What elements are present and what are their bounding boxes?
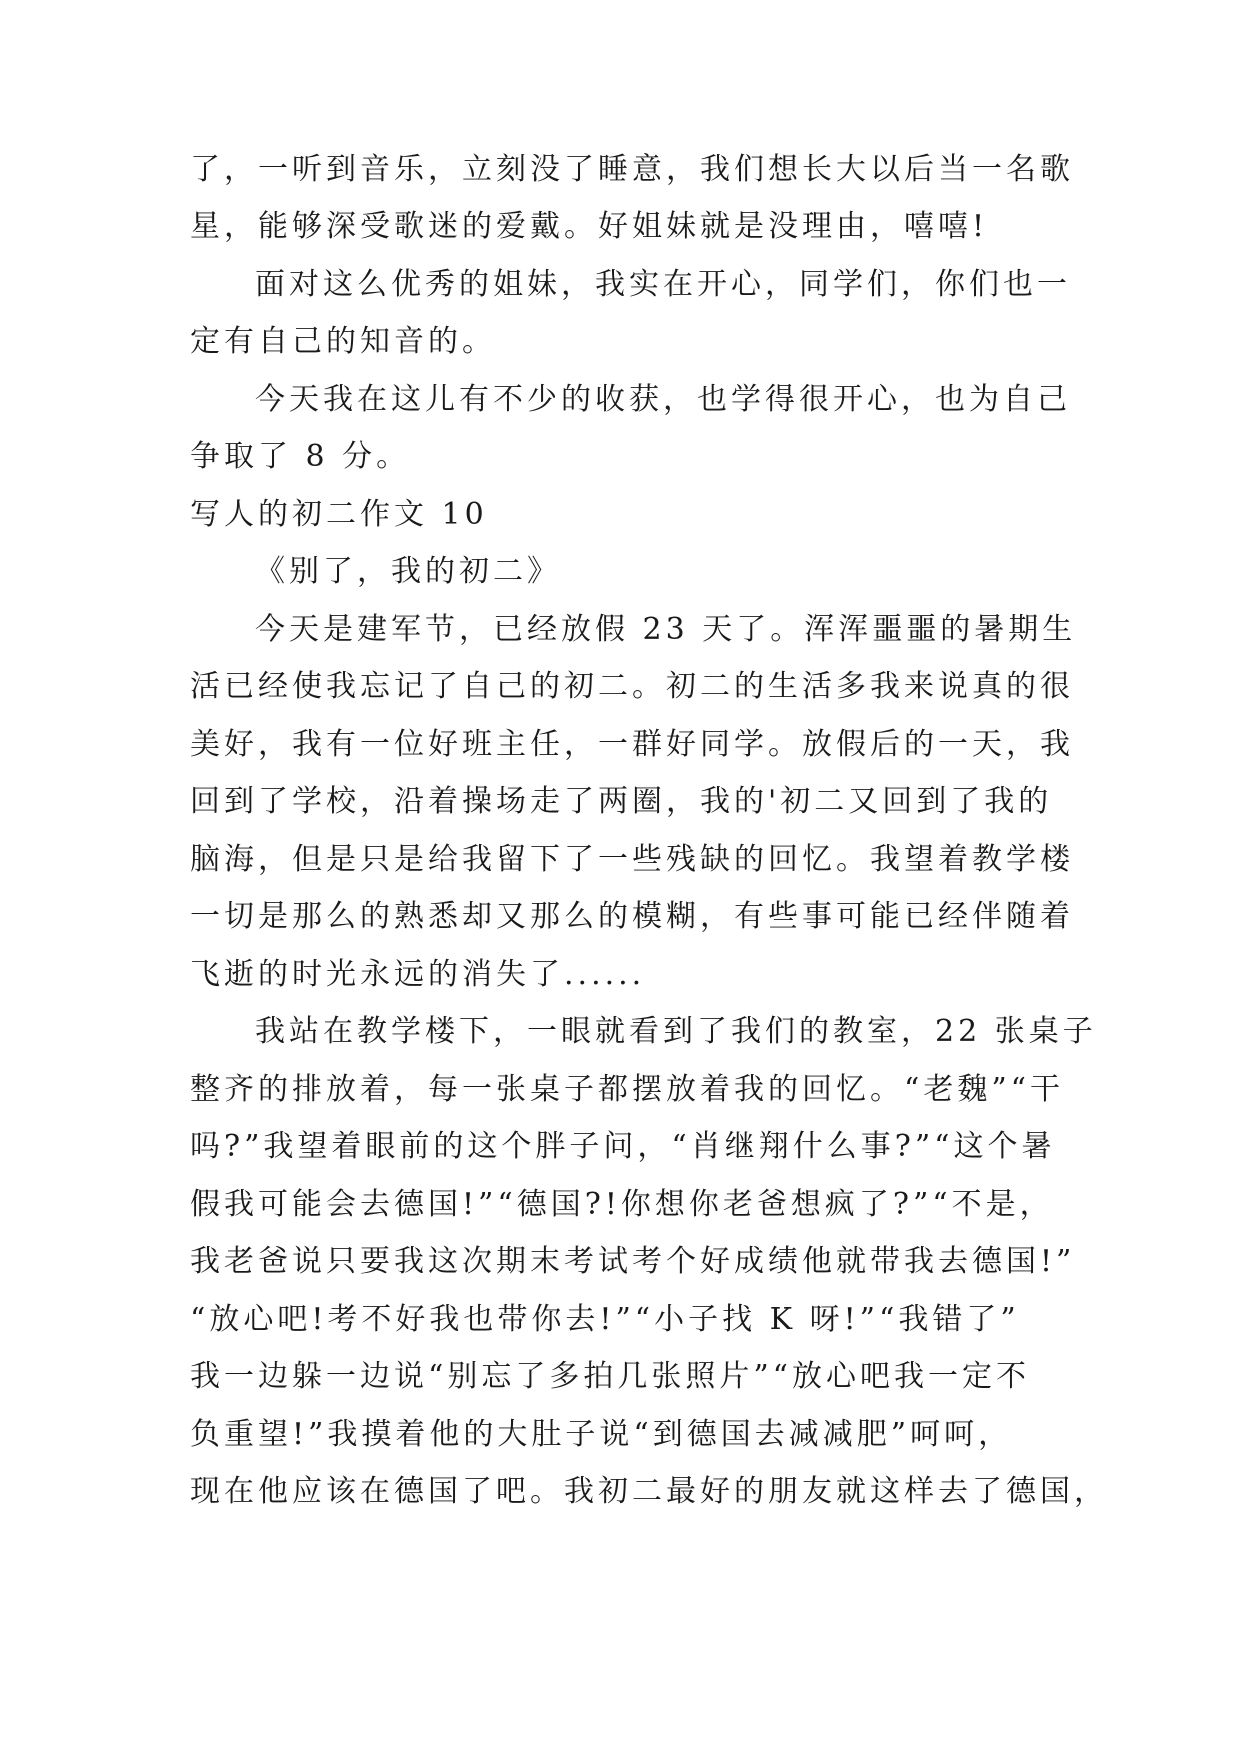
text-line: 整齐的排放着，每一张桌子都摆放着我的回忆。“老魏”“干: [190, 1072, 1065, 1107]
text-line: 负重望!”我摸着他的大肚子说“到德国去减减肥”呵呵，: [190, 1417, 1013, 1452]
text-line: 一切是那么的熟悉却又那么的模糊，有些事可能已经伴随着: [190, 899, 1074, 934]
text-line: “放心吧!考不好我也带你去!”“小子找 K 呀!”“我错了”: [190, 1302, 1020, 1337]
text-line: 回到了学校，沿着操场走了两圈，我的'初二又回到了我的: [190, 784, 1053, 819]
text-line: 脑海，但是只是给我留下了一些残缺的回忆。我望着教学楼: [190, 842, 1074, 877]
text-line: 飞逝的时光永远的消失了......: [190, 957, 646, 992]
paragraph-start-line: 今天我在这儿有不少的收获，也学得很开心，也为自己: [255, 382, 1071, 417]
text-line: 活已经使我忘记了自己的初二。初二的生活多我来说真的很: [190, 669, 1074, 704]
paragraph-start-line: 我站在教学楼下，一眼就看到了我们的教室，22 张桌子: [255, 1014, 1097, 1049]
text-line: 了，一听到音乐，立刻没了睡意，我们想长大以后当一名歌: [190, 152, 1074, 187]
essay-title: 《别了，我的初二》: [255, 554, 561, 589]
text-line: 吗?”我望着眼前的这个胖子问，“肖继翔什么事?”“这个暑: [190, 1129, 1056, 1164]
text-line: 定有自己的知音的。: [190, 324, 496, 359]
text-line: 假我可能会去德国!”“德国?!你想你老爸想疯了?”“不是，: [190, 1187, 1054, 1222]
section-heading: 写人的初二作文 10: [190, 497, 488, 532]
text-line: 现在他应该在德国了吧。我初二最好的朋友就这样去了德国，: [190, 1474, 1108, 1509]
text-line: 我一边躲一边说“别忘了多拍几张照片”“放心吧我一定不: [190, 1359, 1031, 1394]
text-line: 争取了 8 分。: [190, 439, 411, 474]
text-line: 美好，我有一位好班主任，一群好同学。放假后的一天，我: [190, 727, 1074, 762]
paragraph-start-line: 面对这么优秀的姐妹，我实在开心，同学们，你们也一: [255, 267, 1071, 302]
paragraph-start-line: 今天是建军节，已经放假 23 天了。浑浑噩噩的暑期生: [255, 612, 1077, 647]
text-line: 我老爸说只要我这次期末考试考个好成绩他就带我去德国!”: [190, 1244, 1076, 1279]
text-line: 星，能够深受歌迷的爱戴。好姐妹就是没理由，嘻嘻!: [190, 209, 989, 244]
